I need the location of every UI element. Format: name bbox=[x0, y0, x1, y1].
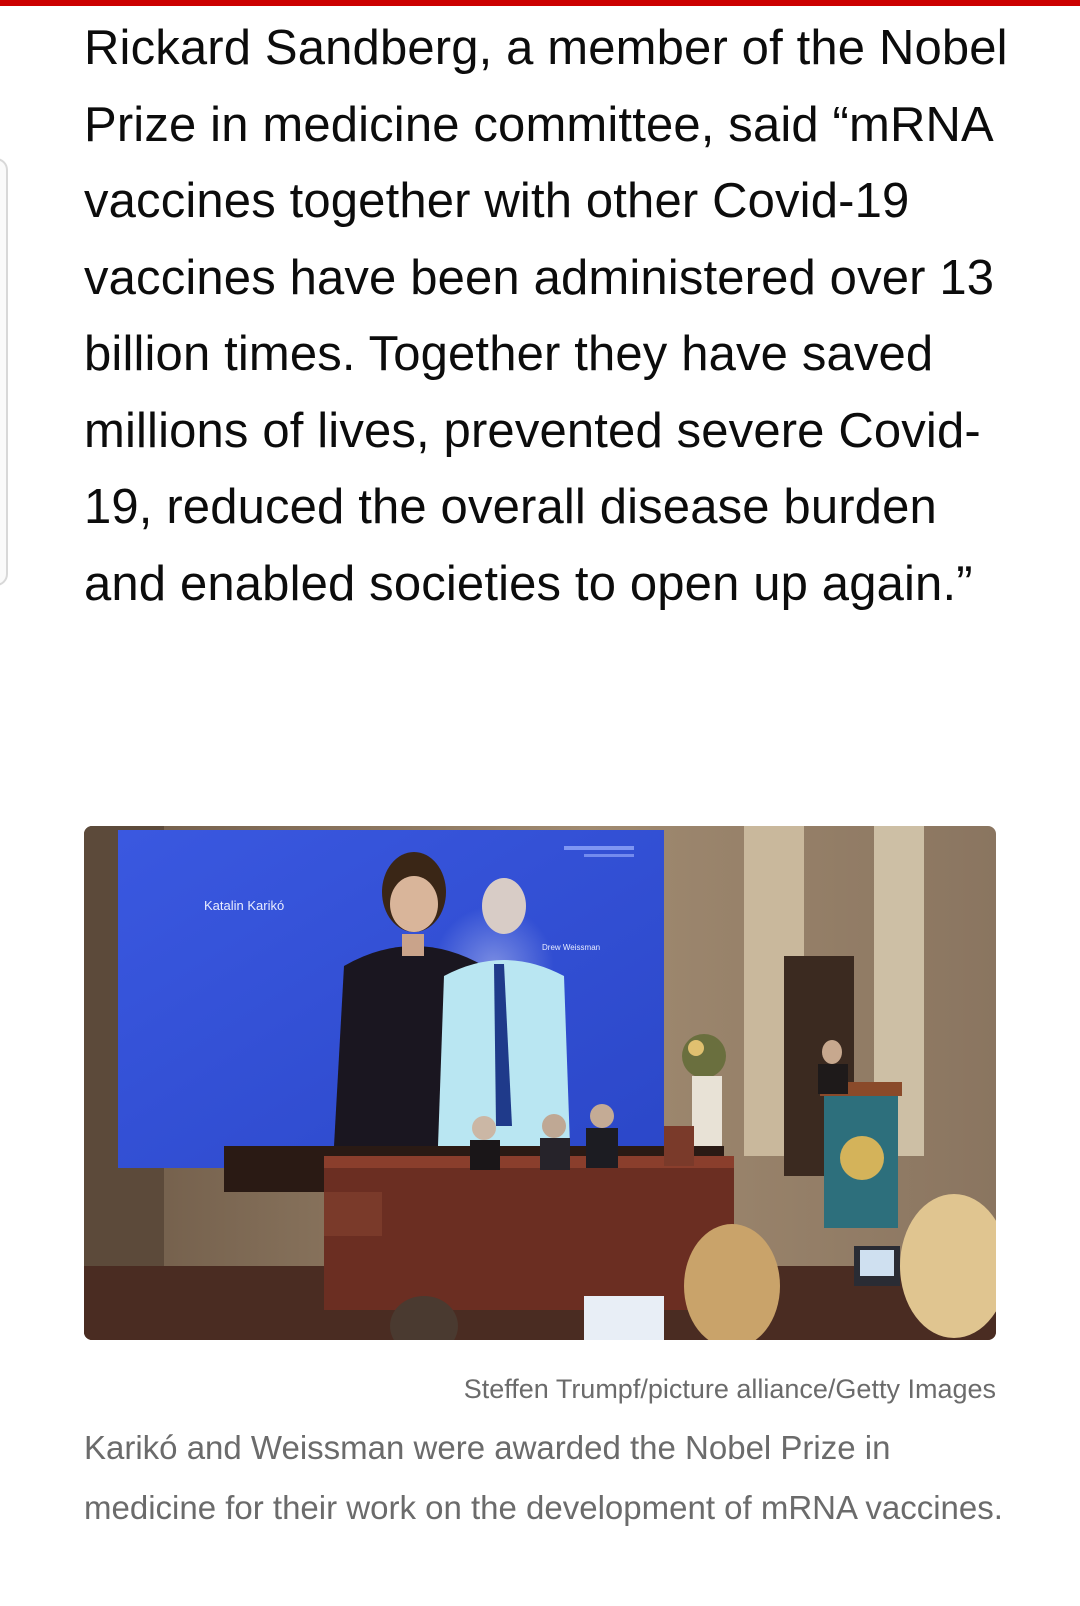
article-paragraph: Rickard Sandberg, a member of the Nobel Prize in medicine committee, said “mRNA vaccines together with other Covid-19 vaccines have been administered over 13 billion times. Together they have saved millions of lives, prevented severe Covid-19, reduced the overall disease burden and enabled societies to open up again.” bbox=[84, 21, 1008, 611]
photo-credit: Steffen Trumpf/picture alliance/Getty Images bbox=[463, 1374, 996, 1404]
photo-caption: Karikó and Weissman were awarded the Nobel Prize in medicine for their work on the development of mRNA vaccines. bbox=[84, 1429, 1003, 1526]
article-photo[interactable] bbox=[84, 826, 996, 1340]
screen-name-left: Katalin Karikó bbox=[204, 898, 285, 913]
side-drawer-handle[interactable] bbox=[0, 158, 8, 586]
screen-name-right: Drew Weissman bbox=[542, 943, 601, 952]
top-accent-bar bbox=[0, 0, 1080, 6]
